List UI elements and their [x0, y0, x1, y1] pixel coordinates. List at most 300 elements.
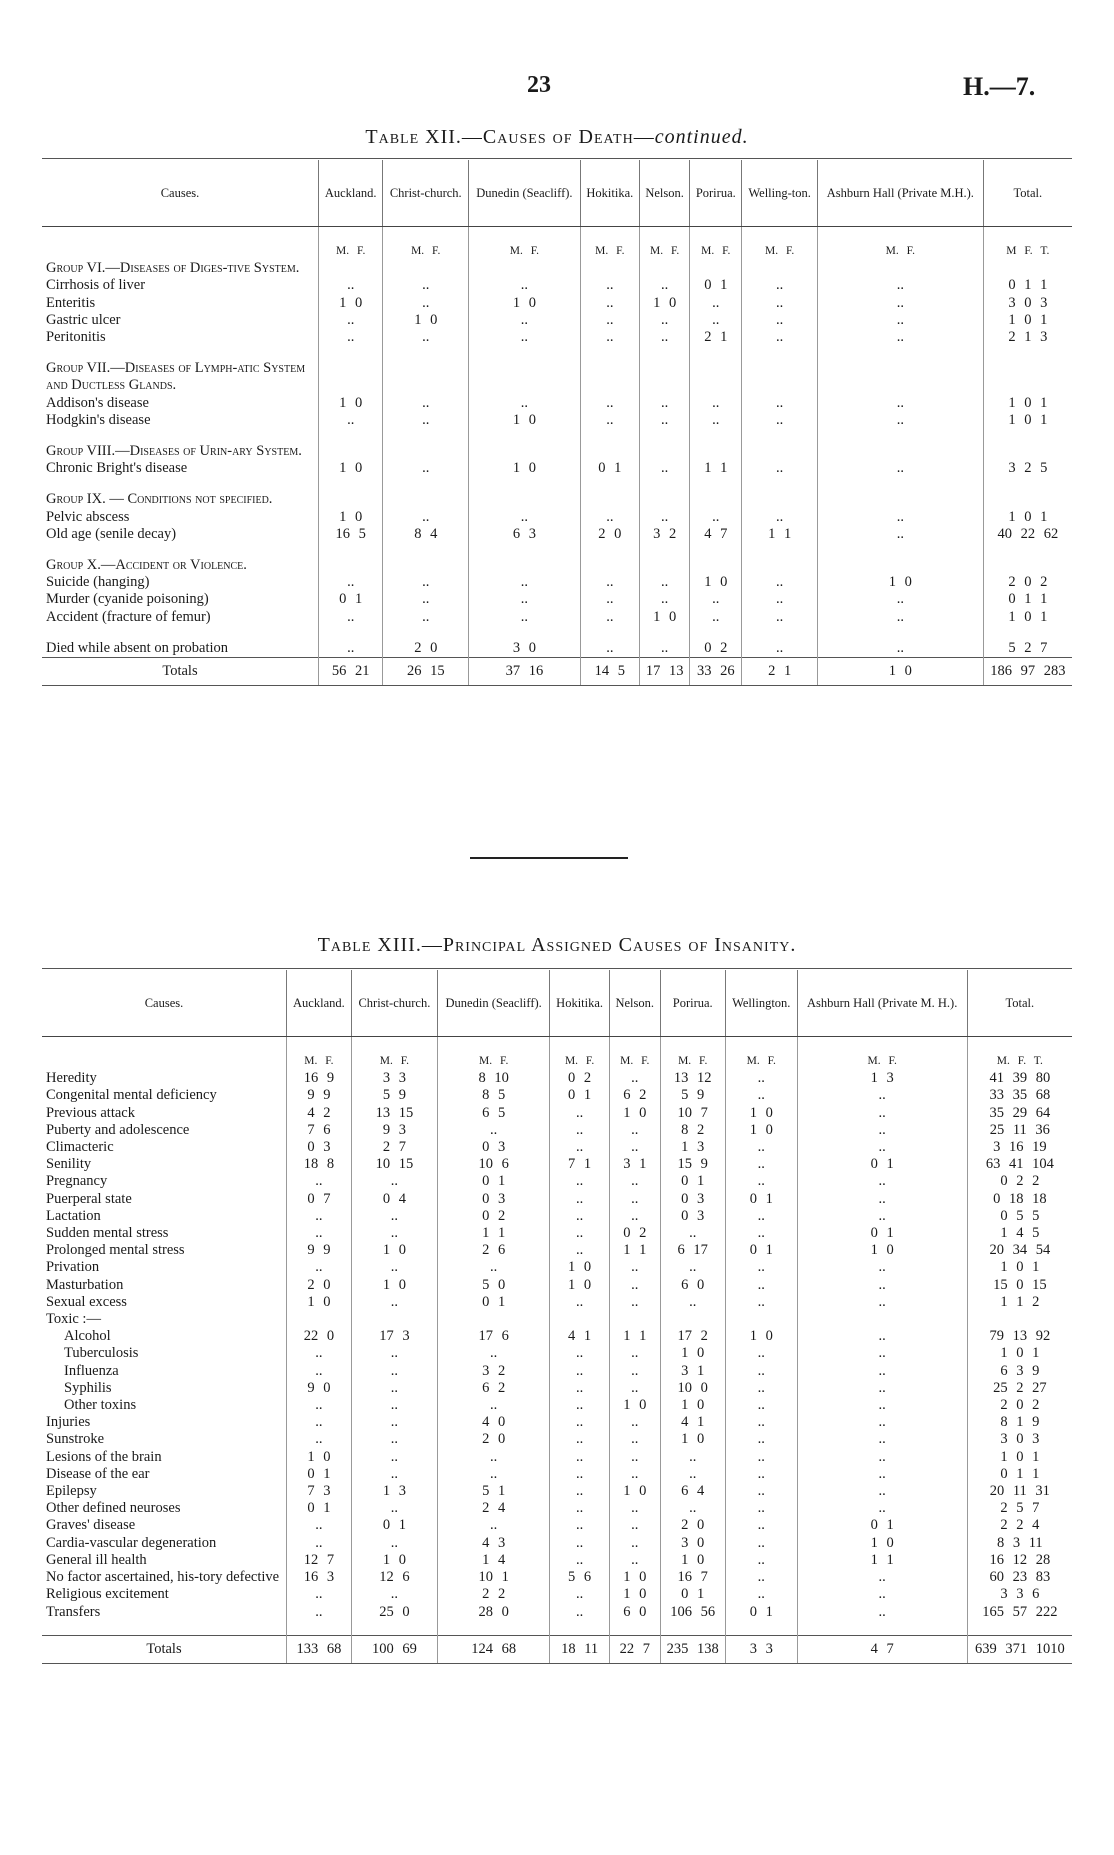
value-cell: ..	[742, 609, 818, 626]
value-cell: ..	[550, 1173, 610, 1190]
table-row	[42, 1363, 1072, 1380]
value-cell: 1 1	[797, 1552, 967, 1569]
table-row	[42, 1483, 1072, 1500]
cause-label: Alcohol	[42, 1328, 287, 1345]
value-cell: ..	[725, 1586, 797, 1603]
blank-cell	[469, 346, 581, 360]
sex-label: M. F.	[690, 227, 742, 261]
value-cell: ..	[725, 1139, 797, 1156]
table-row	[42, 1397, 1072, 1414]
blank-cell	[690, 491, 742, 508]
table12-col-header: Causes.	[42, 160, 319, 227]
value-cell: ..	[550, 1345, 610, 1362]
sex-label: M. F.	[818, 227, 984, 261]
blank-cell	[818, 260, 984, 277]
table-row	[42, 277, 1072, 294]
value-cell: 6 2	[609, 1087, 660, 1104]
value-cell: ..	[742, 574, 818, 591]
value-cell: 22 7	[609, 1635, 660, 1663]
value-cell: ..	[797, 1380, 967, 1397]
blank-cell	[818, 543, 984, 557]
table13-col-header: Auckland.	[287, 970, 352, 1037]
value-cell: ..	[797, 1569, 967, 1586]
value-cell: ..	[351, 1225, 437, 1242]
value-cell: 2 2	[438, 1586, 550, 1603]
value-cell: ..	[690, 412, 742, 429]
cause-label: Climacteric	[42, 1139, 287, 1156]
value-cell: 9 3	[351, 1122, 437, 1139]
value-cell: ..	[797, 1345, 967, 1362]
table12-top-rule	[42, 158, 1072, 159]
table-row	[42, 1070, 1072, 1087]
table13-col-header: Wellington.	[725, 970, 797, 1037]
value-cell: ..	[550, 1449, 610, 1466]
cause-label: Puberty and adolescence	[42, 1122, 287, 1139]
blank-cell	[469, 429, 581, 443]
table12-title-continued: continued.	[654, 126, 749, 148]
value-cell: 165 57 222	[982, 1603, 1058, 1620]
value-cell: ..	[742, 591, 818, 608]
blank-cell	[469, 491, 581, 508]
value-cell: 4 7	[690, 526, 742, 543]
blank-cell	[469, 626, 581, 640]
value-cell: 1 0	[797, 1242, 967, 1259]
value-cell: ..	[742, 312, 818, 329]
value-cell: ..	[797, 1449, 967, 1466]
value-cell: ..	[319, 277, 383, 294]
table12-col-header: Ashburn Hall (Private M.H.).	[818, 160, 984, 227]
cause-label: General ill health	[42, 1552, 287, 1569]
blank-cell	[690, 429, 742, 443]
value-cell: ..	[609, 1173, 660, 1190]
value-cell: 2 0	[287, 1277, 352, 1294]
blank-cell	[742, 360, 818, 394]
value-cell: ..	[438, 1449, 550, 1466]
value-cell: 7 6	[287, 1122, 352, 1139]
value-cell: ..	[550, 1586, 610, 1603]
value-cell: ..	[287, 1259, 352, 1276]
value-cell: 41 39 80	[989, 1070, 1051, 1087]
value-cell	[609, 1311, 660, 1328]
value-cell: 1 1	[609, 1242, 660, 1259]
sex-label: M. F.	[383, 227, 469, 261]
value-cell: ..	[690, 609, 742, 626]
value-cell: 60 23 83	[989, 1569, 1051, 1586]
value-cell: ..	[725, 1483, 797, 1500]
value-cell: ..	[639, 312, 689, 329]
sex-label: M. F.	[351, 1037, 437, 1071]
value-cell: 3 0	[660, 1535, 725, 1552]
value-cell: ..	[287, 1431, 352, 1448]
table12	[42, 160, 1072, 686]
value-cell: ..	[639, 460, 689, 477]
value-cell: ..	[580, 609, 639, 626]
table12-col-header: Welling-ton.	[742, 160, 818, 227]
value-cell: 22 0	[287, 1328, 352, 1345]
blank-cell	[690, 346, 742, 360]
value-cell: ..	[818, 277, 984, 294]
value-cell: ..	[319, 609, 383, 626]
group-heading-row	[42, 360, 1072, 394]
table-row	[42, 1586, 1072, 1603]
value-cell: ..	[469, 395, 581, 412]
value-cell: ..	[351, 1500, 437, 1517]
value-cell: 18 11	[550, 1635, 610, 1663]
value-cell: 1 0	[725, 1105, 797, 1122]
table-row	[42, 1449, 1072, 1466]
value-cell: ..	[639, 574, 689, 591]
blank-cell	[983, 477, 1072, 491]
value-cell: ..	[797, 1363, 967, 1380]
blank-cell	[818, 626, 984, 640]
blank-cell	[42, 1037, 287, 1071]
value-cell: ..	[818, 295, 984, 312]
value-cell: 0 1	[725, 1242, 797, 1259]
blank-cell	[42, 477, 319, 491]
value-cell: 17 3	[351, 1328, 437, 1345]
blank-cell	[383, 443, 469, 460]
value-cell: 3 16 19	[993, 1139, 1047, 1156]
value-cell: 0 5 5	[1000, 1207, 1040, 1224]
value-cell: 0 1	[690, 277, 742, 294]
value-cell: 10 0	[660, 1380, 725, 1397]
value-cell: 3 2 5	[1008, 460, 1048, 477]
blank-cell	[983, 626, 1072, 640]
blank-cell	[983, 429, 1072, 443]
cause-label: Totals	[42, 658, 319, 686]
value-cell: ..	[580, 295, 639, 312]
value-cell: ..	[287, 1363, 352, 1380]
blank-cell	[725, 1621, 797, 1636]
value-cell: ..	[319, 329, 383, 346]
value-cell: ..	[351, 1449, 437, 1466]
value-cell: 63 41 104	[985, 1156, 1054, 1173]
blank-cell	[742, 626, 818, 640]
value-cell: 1 0	[383, 312, 469, 329]
value-cell: 79 13 92	[989, 1328, 1051, 1345]
value-cell: 33 26	[690, 658, 742, 686]
value-cell: 2 0	[438, 1431, 550, 1448]
cause-label: Accident (fracture of femur)	[42, 609, 319, 626]
group-heading: Group VI.—Diseases of Diges-tive System.	[42, 260, 319, 277]
value-cell: ..	[725, 1414, 797, 1431]
value-cell: 1 3	[351, 1483, 437, 1500]
value-cell: 0 1	[797, 1156, 967, 1173]
value-cell: ..	[609, 1345, 660, 1362]
blank-cell	[818, 346, 984, 360]
value-cell: 124 68	[438, 1635, 550, 1663]
value-cell: ..	[383, 460, 469, 477]
table12-col-header: Christ-church.	[383, 160, 469, 227]
value-cell: 0 1	[287, 1466, 352, 1483]
blank-cell	[383, 346, 469, 360]
value-cell: 1 0	[660, 1345, 725, 1362]
value-cell: ..	[725, 1156, 797, 1173]
value-cell: 0 1	[797, 1225, 967, 1242]
table-row	[42, 1500, 1072, 1517]
value-cell: 1 0	[609, 1105, 660, 1122]
value-cell: 8 2	[660, 1122, 725, 1139]
value-cell: 3 0 3	[1008, 294, 1048, 311]
blank-cell	[383, 557, 469, 574]
blank-cell	[690, 260, 742, 277]
value-cell: ..	[550, 1414, 610, 1431]
group-heading-row	[42, 260, 1072, 277]
table13-col-header: Total.	[967, 970, 1072, 1037]
group-heading: Group VIII.—Diseases of Urin-ary System.	[42, 443, 319, 460]
table-row	[42, 509, 1072, 526]
value-cell: 8 10	[438, 1070, 550, 1087]
value-cell: 8 4	[383, 526, 469, 543]
value-cell: ..	[550, 1242, 610, 1259]
sex-label: M. F.	[742, 227, 818, 261]
value-cell: 2 1	[690, 329, 742, 346]
value-cell: ..	[383, 609, 469, 626]
value-cell: 1 0	[319, 295, 383, 312]
table-row	[42, 1225, 1072, 1242]
value-cell: 40 22 62	[997, 525, 1059, 542]
value-cell: ..	[639, 395, 689, 412]
value-cell: 2 0 2	[1008, 574, 1048, 591]
value-cell: 0 3	[438, 1139, 550, 1156]
blank-cell	[319, 557, 383, 574]
cause-label: Puerperal state	[42, 1191, 287, 1208]
cause-label: Enteritis	[42, 295, 319, 312]
value-cell: ..	[725, 1070, 797, 1087]
cause-label: Prolonged mental stress	[42, 1242, 287, 1259]
value-cell: ..	[797, 1259, 967, 1276]
value-cell: 1 0 1	[1008, 608, 1048, 625]
value-cell: 15 9	[660, 1156, 725, 1173]
value-cell: ..	[469, 329, 581, 346]
value-cell: 3 1	[609, 1156, 660, 1173]
value-cell: 1 3	[660, 1139, 725, 1156]
cause-label: Hodgkin's disease	[42, 412, 319, 429]
value-cell: ..	[580, 412, 639, 429]
value-cell: ..	[580, 640, 639, 658]
value-cell: ..	[609, 1500, 660, 1517]
value-cell: 1 0	[319, 460, 383, 477]
value-cell: 1 0 1	[1008, 311, 1048, 328]
table-row	[42, 609, 1072, 626]
table-row	[42, 1466, 1072, 1483]
value-cell: 1 0	[287, 1294, 352, 1311]
cause-label: Religious excitement	[42, 1586, 287, 1603]
blank-cell	[609, 1621, 660, 1636]
value-cell: ..	[725, 1294, 797, 1311]
value-cell: ..	[797, 1414, 967, 1431]
blank-cell	[580, 491, 639, 508]
value-cell: 6 0	[609, 1604, 660, 1621]
table-row	[42, 295, 1072, 312]
table12-title-main: Table XII.—Causes of Death—	[365, 126, 655, 148]
value-cell: ..	[550, 1517, 610, 1534]
table-row	[42, 1569, 1072, 1586]
value-cell: 5 1	[438, 1483, 550, 1500]
table-row	[42, 1552, 1072, 1569]
sex-label: M. F.	[469, 227, 581, 261]
value-cell: ..	[818, 609, 984, 626]
value-cell: ..	[550, 1466, 610, 1483]
blank-cell	[742, 429, 818, 443]
blank-cell	[469, 477, 581, 491]
value-cell: ..	[438, 1517, 550, 1534]
table-row	[42, 1345, 1072, 1362]
blank-cell	[639, 626, 689, 640]
value-cell: 1 4	[438, 1552, 550, 1569]
value-cell: ..	[351, 1173, 437, 1190]
value-cell: ..	[351, 1294, 437, 1311]
value-cell: ..	[319, 574, 383, 591]
value-cell: ..	[383, 412, 469, 429]
value-cell: 12 7	[287, 1552, 352, 1569]
value-cell: 0 1	[287, 1500, 352, 1517]
value-cell: ..	[609, 1259, 660, 1276]
value-cell: ..	[725, 1569, 797, 1586]
table-row	[42, 1242, 1072, 1259]
table13	[42, 970, 1072, 1664]
value-cell: ..	[818, 591, 984, 608]
value-cell: 3 0 3	[1000, 1431, 1040, 1448]
value-cell: ..	[725, 1397, 797, 1414]
value-cell: ..	[550, 1397, 610, 1414]
value-cell: ..	[609, 1363, 660, 1380]
value-cell: 1 1	[742, 526, 818, 543]
value-cell: 3 3	[725, 1635, 797, 1663]
blank-cell	[742, 346, 818, 360]
cause-label: Other defined neuroses	[42, 1500, 287, 1517]
value-cell: 8 3 11	[996, 1534, 1043, 1551]
value-cell	[725, 1311, 797, 1328]
value-cell: ..	[725, 1345, 797, 1362]
value-cell: 1 1 2	[1000, 1293, 1040, 1310]
value-cell: ..	[287, 1517, 352, 1534]
value-cell: ..	[469, 509, 581, 526]
value-cell: 6 2	[438, 1380, 550, 1397]
blank-cell	[319, 491, 383, 508]
value-cell: ..	[550, 1139, 610, 1156]
table12-col-header: Total.	[983, 160, 1072, 227]
value-cell	[351, 1311, 437, 1328]
value-cell: 1 1	[690, 460, 742, 477]
value-cell: 2 0 2	[1000, 1397, 1040, 1414]
value-cell: 4 0	[438, 1414, 550, 1431]
table-row	[42, 1087, 1072, 1104]
value-cell: ..	[725, 1208, 797, 1225]
cause-label: Sexual excess	[42, 1294, 287, 1311]
value-cell: 0 1	[660, 1586, 725, 1603]
value-cell: 5 9	[660, 1087, 725, 1104]
cause-label: Lesions of the brain	[42, 1449, 287, 1466]
value-cell: ..	[742, 395, 818, 412]
cause-label: Cirrhosis of liver	[42, 277, 319, 294]
value-cell: ..	[742, 509, 818, 526]
table13-col-header: Nelson.	[609, 970, 660, 1037]
value-cell: 1 1	[438, 1225, 550, 1242]
value-cell: 0 1	[351, 1517, 437, 1534]
value-cell: 0 2	[609, 1225, 660, 1242]
value-cell: ..	[797, 1191, 967, 1208]
sex-label: M. F.	[639, 227, 689, 261]
value-cell: ..	[319, 312, 383, 329]
value-cell: 0 18 18	[993, 1190, 1047, 1207]
value-cell: 0 4	[351, 1191, 437, 1208]
value-cell: ..	[660, 1294, 725, 1311]
value-cell: 8 1 9	[1000, 1414, 1040, 1431]
table12-col-header: Dunedin (Seacliff).	[469, 160, 581, 227]
cause-label: Gastric ulcer	[42, 312, 319, 329]
sex-label: M. F.	[550, 1037, 610, 1071]
value-cell: ..	[725, 1466, 797, 1483]
blank-cell	[469, 543, 581, 557]
table-row	[42, 460, 1072, 477]
value-cell: ..	[609, 1277, 660, 1294]
group-heading-row	[42, 443, 1072, 460]
table-row	[42, 526, 1072, 543]
group-heading: Group IX. — Conditions not specified.	[42, 491, 319, 508]
group-heading-row	[42, 557, 1072, 574]
value-cell: 100 69	[351, 1635, 437, 1663]
value-cell: ..	[550, 1483, 610, 1500]
value-cell: ..	[287, 1225, 352, 1242]
value-cell: 4 1	[550, 1328, 610, 1345]
cause-label: Masturbation	[42, 1277, 287, 1294]
value-cell: 6 0	[660, 1277, 725, 1294]
table12-col-header: Hokitika.	[580, 160, 639, 227]
blank-cell	[319, 346, 383, 360]
value-cell: ..	[639, 591, 689, 608]
value-cell: ..	[639, 329, 689, 346]
value-cell: ..	[287, 1535, 352, 1552]
blank-cell	[580, 477, 639, 491]
value-cell: ..	[609, 1294, 660, 1311]
value-cell: 1 0	[550, 1277, 610, 1294]
blank-cell	[690, 360, 742, 394]
blank-cell	[383, 477, 469, 491]
value-cell: ..	[797, 1208, 967, 1225]
value-cell: ..	[818, 640, 984, 658]
value-cell: ..	[580, 591, 639, 608]
blank-cell	[580, 260, 639, 277]
value-cell: ..	[580, 312, 639, 329]
cause-label: Cardia-vascular degeneration	[42, 1535, 287, 1552]
value-cell	[550, 1311, 610, 1328]
value-cell: ..	[742, 329, 818, 346]
value-cell: 25 0	[351, 1604, 437, 1621]
blank-cell	[319, 443, 383, 460]
value-cell: ..	[797, 1105, 967, 1122]
value-cell: 17 6	[438, 1328, 550, 1345]
cause-label: Pregnancy	[42, 1173, 287, 1190]
value-cell: ..	[742, 277, 818, 294]
table-row	[42, 1122, 1072, 1139]
value-cell: 2 0	[383, 640, 469, 658]
cause-label: Transfers	[42, 1604, 287, 1621]
value-cell: 1 0	[660, 1552, 725, 1569]
value-cell: 0 1	[660, 1173, 725, 1190]
value-cell: ..	[550, 1122, 610, 1139]
blank-cell	[580, 557, 639, 574]
value-cell: ..	[725, 1449, 797, 1466]
cause-label: Graves' disease	[42, 1517, 287, 1534]
table13-top-rule	[42, 968, 1072, 969]
value-cell: ..	[469, 574, 581, 591]
value-cell: 2 1 3	[1008, 329, 1048, 346]
value-cell: 7 1	[550, 1156, 610, 1173]
value-cell: ..	[469, 277, 581, 294]
value-cell: 1 0 1	[1000, 1259, 1040, 1276]
value-cell: ..	[797, 1328, 967, 1345]
